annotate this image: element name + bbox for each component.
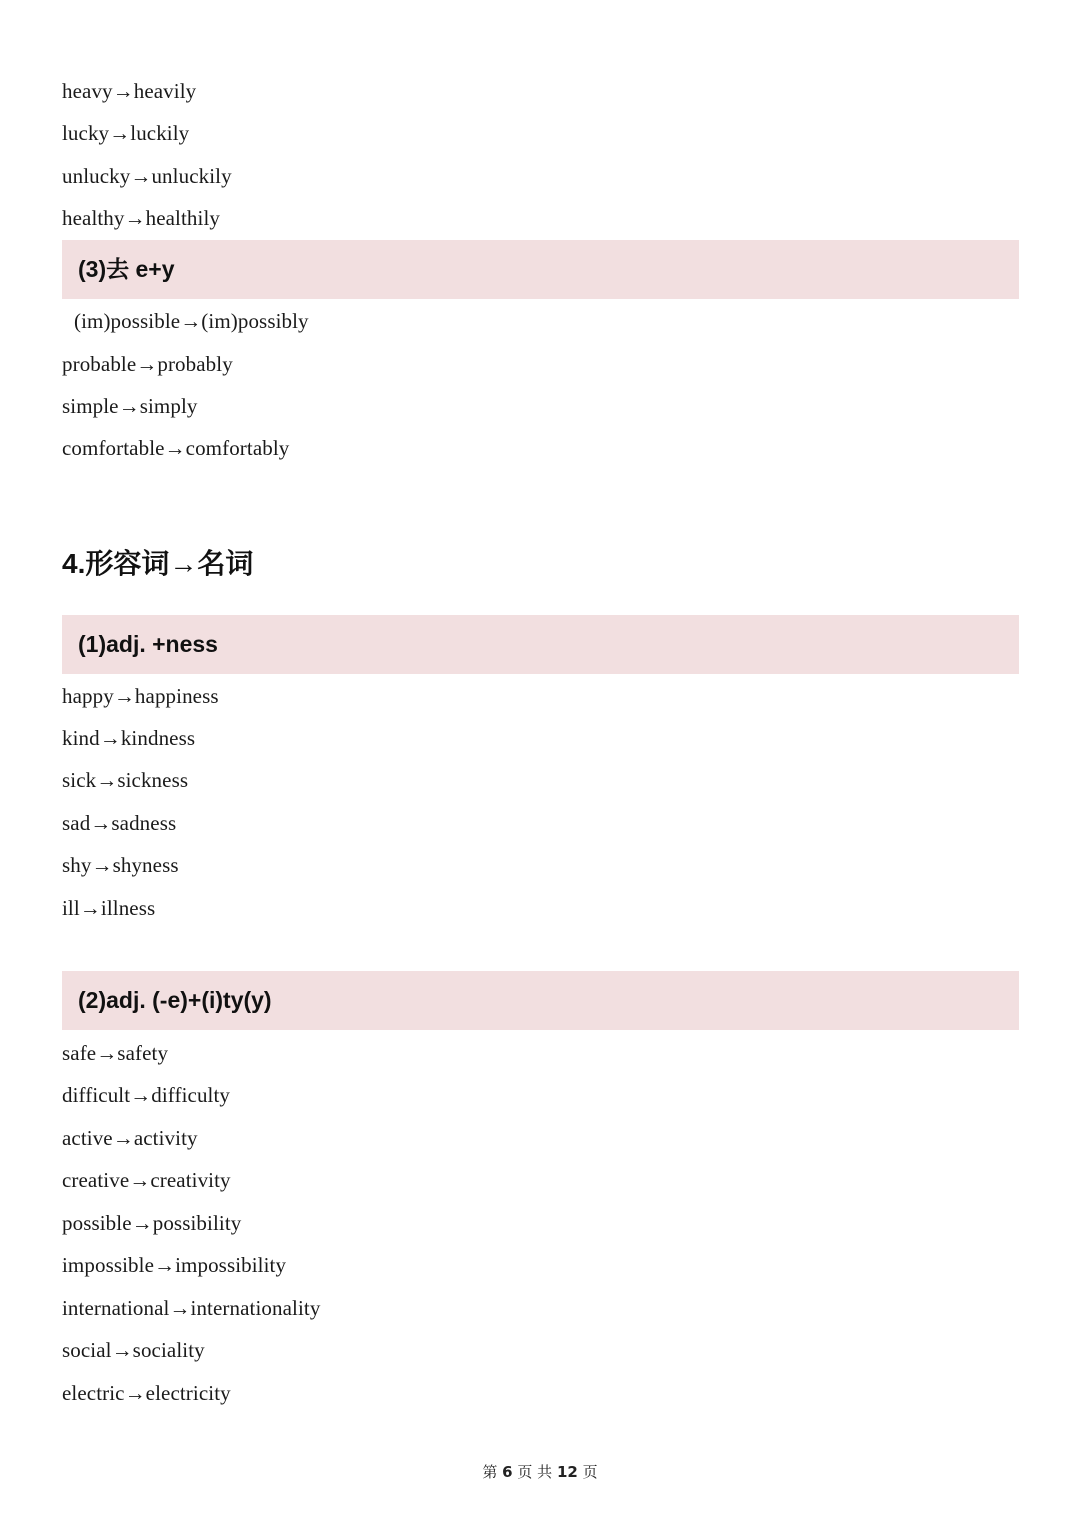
subheading-label: (1)adj. +ness xyxy=(78,631,218,657)
word-pair: safe→safety xyxy=(62,1041,169,1065)
word-pair: happy→happiness xyxy=(62,684,219,708)
word-pair: heavy→heavily xyxy=(62,79,197,103)
word-pair: lucky→luckily xyxy=(62,121,190,145)
subheading-band xyxy=(62,971,1019,1030)
word-pair: (im)possible→(im)possibly xyxy=(74,309,309,333)
subheading-label: (2)adj. (-e)+(i)ty(y) xyxy=(78,987,272,1013)
word-pair: simple→simply xyxy=(62,394,198,418)
word-pair: difficult→difficulty xyxy=(62,1083,231,1107)
word-pair: possible→possibility xyxy=(62,1211,242,1235)
subheading-band xyxy=(62,240,1019,299)
word-pair: active→activity xyxy=(62,1126,198,1150)
section-heading: 4.形容词→名词 xyxy=(62,548,254,579)
word-pair: sad→sadness xyxy=(62,811,177,835)
word-pair: social→sociality xyxy=(62,1338,205,1362)
word-pair: creative→creativity xyxy=(62,1168,231,1192)
footer-prefix: 第 xyxy=(482,1463,498,1481)
word-pair: international→internationality xyxy=(62,1296,321,1320)
word-pair: electric→electricity xyxy=(62,1381,231,1405)
footer-middle: 页 共 xyxy=(517,1463,553,1481)
subheading-label: (3)去 e+y xyxy=(78,256,175,282)
word-pair: healthy→healthily xyxy=(62,206,220,230)
word-pair: ill→illness xyxy=(62,896,156,920)
footer-suffix: 页 xyxy=(582,1463,598,1481)
current-page-number: 6 xyxy=(502,1463,513,1481)
word-pair: shy→shyness xyxy=(62,853,179,877)
total-page-count: 12 xyxy=(556,1463,578,1481)
subheading-band xyxy=(62,615,1019,674)
word-pair: impossible→impossibility xyxy=(62,1253,287,1277)
word-pair: unlucky→unluckily xyxy=(62,164,232,188)
word-pair: probable→probably xyxy=(62,352,233,376)
page-footer xyxy=(0,1461,1080,1483)
word-pair: comfortable→comfortably xyxy=(62,436,290,460)
word-pair: sick→sickness xyxy=(62,768,189,792)
word-pair: kind→kindness xyxy=(62,726,196,750)
